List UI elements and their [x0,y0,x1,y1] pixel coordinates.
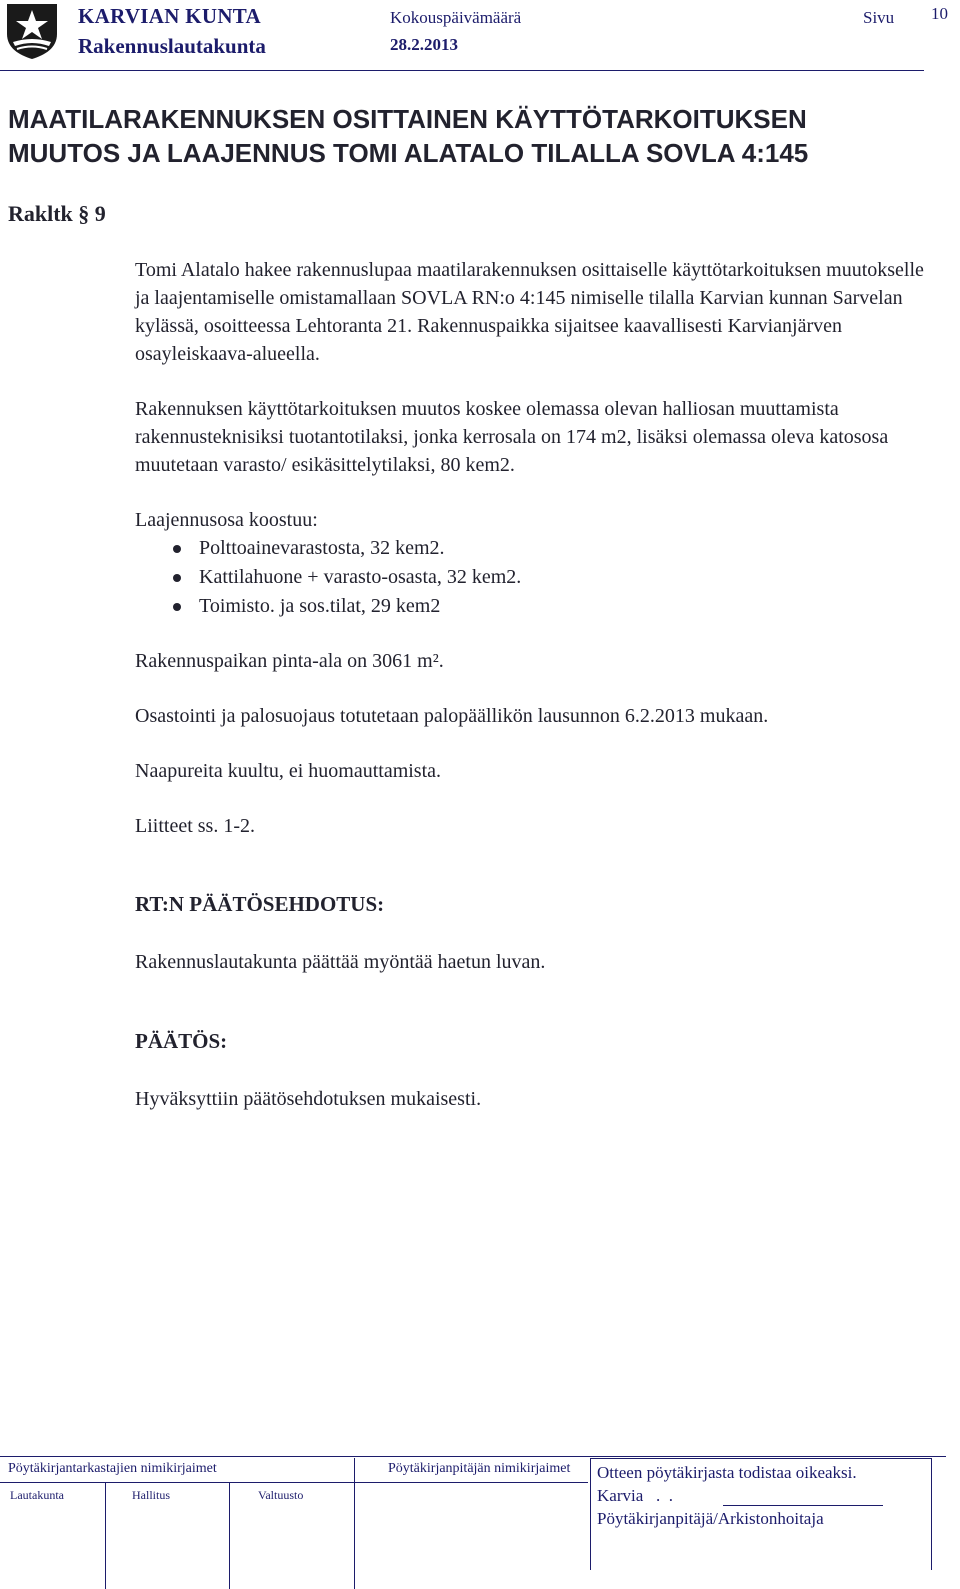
section-number: Rakltk § 9 [8,201,106,226]
paragraph-proposal: Rakennuslautakunta päättää myöntää haetun luvan. [135,951,546,973]
footer-subdivider [0,1482,588,1483]
decision-heading: PÄÄTÖS: [135,1029,228,1053]
list-item [135,592,521,621]
keeper-initials-label: Pöytäkirjanpitäjän nimikirjaimet [388,1461,571,1476]
organization-name: KARVIAN KUNTA [78,4,262,28]
certification-signer-title: Pöytäkirjanpitäjä/Arkistonhoitaja [597,1509,824,1528]
bullet-icon [173,574,181,582]
column-board: Lautakunta [10,1488,64,1502]
list-item [135,563,521,592]
checkers-initials-label: Pöytäkirjantarkastajien nimikirjaimet [8,1461,217,1476]
paragraph-application: Tomi Alatalo hakee rakennuslupaa maatilarakennuksen osittaiselle käyttötarkoituksen muutokselle ja laajentamiselle omistamallaan SOVLA RN:o 4:145 nimiselle tilalla Karvian kunnan Sarvelan kylässä, osoitteessa Lehtoranta 21. Rakennuspaikka sijaitsee kaavallisesti Karvianjärven osayleiskaava-alueella. [135,259,924,365]
paragraph-neighbours: Naapureita kuultu, ei huomauttamista. [135,760,442,782]
proposal-heading: RT:N PÄÄTÖSEHDOTUS: [135,892,385,916]
footer-column-divider [354,1458,355,1589]
header-divider [0,70,924,71]
paragraph-decision: Hyväksyttiin päätösehdotuksen mukaisesti. [135,1088,482,1110]
title-line-1: MAATILARAKENNUKSEN OSITTAINEN KÄYTTÖTARKOITUKSEN [8,104,807,134]
column-executive: Hallitus [132,1488,170,1502]
paragraph-fire-safety: Osastointi ja palosuojaus totutetaan palopäällikön lausunnon 6.2.2013 mukaan. [135,705,769,727]
certification-text: Otteen pöytäkirjasta todistaa oikeaksi. [597,1463,857,1482]
footer-column-divider [229,1482,230,1589]
certification-place-date: Karvia . . [597,1486,674,1505]
list-item-text: Polttoainevarastosta, 32 kem2. [199,537,445,559]
column-council: Valtuusto [258,1488,304,1502]
title-line-2: MUUTOS JA LAAJENNUS TOMI ALATALO TILALLA SOVLA 4:145 [8,138,809,168]
board-name: Rakennuslautakunta [78,34,266,58]
meeting-date: 28.2.2013 [390,35,458,54]
bullet-icon [173,545,181,553]
page-number: 10 [931,4,948,23]
page-label: Sivu [863,8,895,27]
footer-divider [0,1456,946,1457]
coat-of-arms-icon [5,2,59,60]
signature-line [723,1505,883,1506]
paragraph-extension-intro: Laajennusosa koostuu: [135,509,318,531]
bullet-icon [173,603,181,611]
certification-box [590,1458,932,1570]
document-title [8,102,908,170]
paragraph-use-change: Rakennuksen käyttötarkoituksen muutos koskee olemassa olevan halliosan muuttamista rakennusteknisiksi tuotantotilaksi, jonka kerrosala on 174 m2, lisäksi olemassa oleva katososa muutetaan varasto/ esikäsittelytilaksi, 80 kem2. [135,398,889,476]
list-item [135,534,521,563]
list-item-text: Kattilahuone + varasto-osasta, 32 kem2. [199,566,522,588]
meeting-date-label: Kokouspäivämäärä [390,8,522,27]
list-item-text: Toimisto. ja sos.tilat, 29 kem2 [199,595,441,617]
paragraph-plot-area: Rakennuspaikan pinta-ala on 3061 m². [135,650,444,672]
extension-list [135,534,521,621]
footer-column-divider [105,1482,106,1589]
paragraph-attachments: Liitteet ss. 1-2. [135,815,255,837]
